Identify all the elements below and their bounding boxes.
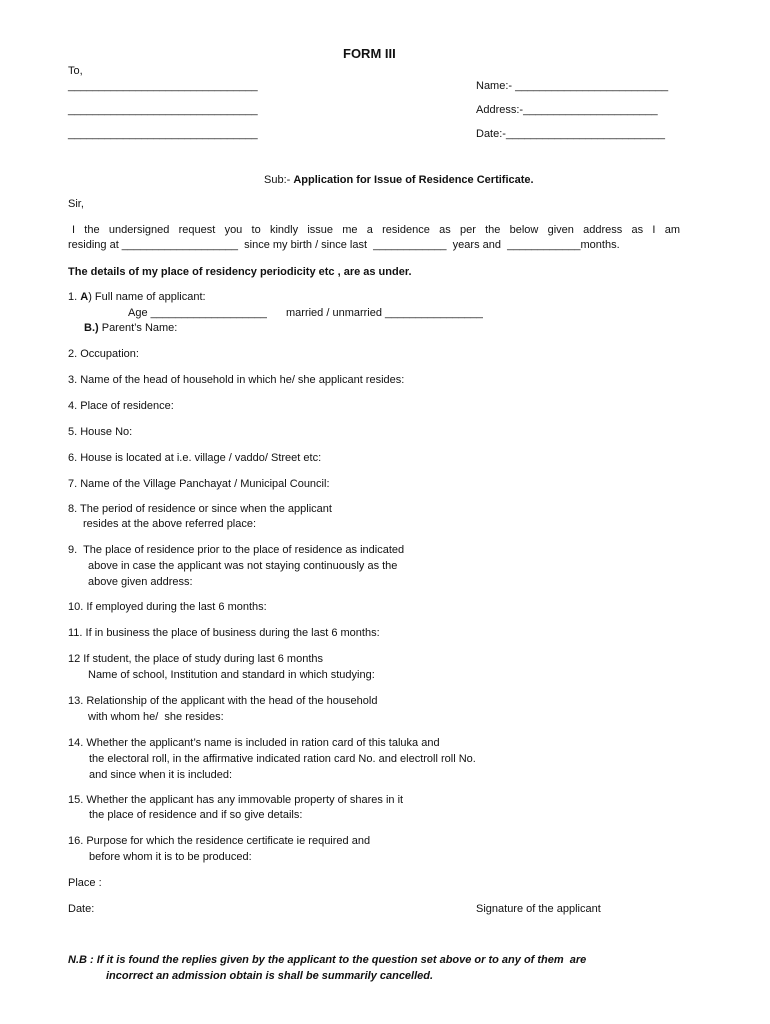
to-line-1: _______________________________ — [68, 80, 258, 92]
question-5: 5. House No: — [68, 426, 133, 438]
subject-text: Application for Issue of Residence Certificate. — [293, 174, 534, 186]
signature-label: Signature of the applicant — [476, 903, 601, 915]
question-3: 3. Name of the head of household in which he/ she applicant resides: — [68, 374, 405, 386]
q1-married: married / unmarried ________________ — [286, 307, 483, 319]
details-heading: The details of my place of residency periodicity etc , are as under. — [68, 266, 412, 278]
question-13-line-2: with whom he/ she resides: — [88, 711, 224, 723]
question-6: 6. House is located at i.e. village / vaddo/ Street etc: — [68, 452, 322, 464]
place-label: Place : — [68, 877, 102, 889]
question-9-line-3: above given address: — [88, 576, 193, 588]
question-12-line-2: Name of school, Institution and standard in which studying: — [88, 669, 375, 681]
q1-label: ) Full name of applicant: — [88, 291, 206, 303]
intro-line-1: I the undersigned request you to kindly issue me a residence as per the below given address as I am — [72, 224, 680, 236]
subject-line — [264, 173, 534, 187]
q1-age: Age ___________________ — [128, 307, 267, 319]
form-title: FORM III — [343, 46, 396, 61]
date-field: Date:-__________________________ — [476, 128, 666, 140]
nb-note-line-2: incorrect an admission obtain is shall be summarily cancelled. — [106, 970, 434, 982]
to-label: To, — [68, 65, 83, 77]
q1-a-marker: A — [80, 291, 89, 303]
question-7: 7. Name of the Village Panchayat / Municipal Council: — [68, 478, 330, 490]
question-14-line-1: 14. Whether the applicant’s name is included in ration card of this taluka and — [68, 737, 440, 749]
question-9-line-2: above in case the applicant was not staying continuously as the — [88, 560, 398, 572]
question-4: 4. Place of residence: — [68, 400, 174, 412]
to-line-2: _______________________________ — [68, 104, 258, 116]
question-12-line-1: 12 If student, the place of study during last 6 months — [68, 653, 323, 665]
question-8-line-1: 8. The period of residence or since when the applicant — [68, 503, 332, 515]
question-9-line-1: 9. The place of residence prior to the place of residence as indicated — [68, 544, 405, 556]
salutation: Sir, — [68, 198, 84, 210]
question-14-line-2: the electoral roll, in the affirmative indicated ration card No. and electroll roll No. — [89, 753, 476, 765]
question-15-line-2: the place of residence and if so give details: — [89, 809, 303, 821]
to-line-3: _______________________________ — [68, 128, 258, 140]
question-15-line-1: 15. Whether the applicant has any immovable property of shares in it — [68, 794, 404, 806]
name-field: Name:- _________________________ — [476, 80, 669, 92]
question-1 — [68, 290, 206, 304]
question-16-line-1: 16. Purpose for which the residence certificate ie required and — [68, 835, 371, 847]
question-10: 10. If employed during the last 6 months: — [68, 601, 267, 613]
q1-parent — [84, 321, 177, 335]
subject-prefix: Sub:- — [264, 174, 294, 186]
q1-parent-label: Parent’s Name: — [98, 322, 178, 334]
q1-number: 1. — [68, 291, 81, 303]
question-11: 11. If in business the place of business during the last 6 months: — [68, 627, 380, 639]
q1-b-marker: B.) — [84, 322, 99, 334]
date-footer-label: Date: — [68, 903, 95, 915]
nb-note-line-1: N.B : If it is found the replies given by the applicant to the question set above or to any of them are — [68, 954, 587, 966]
address-field: Address:-______________________ — [476, 104, 658, 116]
question-16-line-2: before whom it is to be produced: — [89, 851, 252, 863]
question-8-line-2: resides at the above referred place: — [83, 518, 257, 530]
question-13-line-1: 13. Relationship of the applicant with the head of the household — [68, 695, 378, 707]
question-2: 2. Occupation: — [68, 348, 139, 360]
question-14-line-3: and since when it is included: — [89, 769, 233, 781]
intro-line-2: residing at ___________________ since my birth / since last ____________ years and ____________months. — [68, 239, 620, 251]
